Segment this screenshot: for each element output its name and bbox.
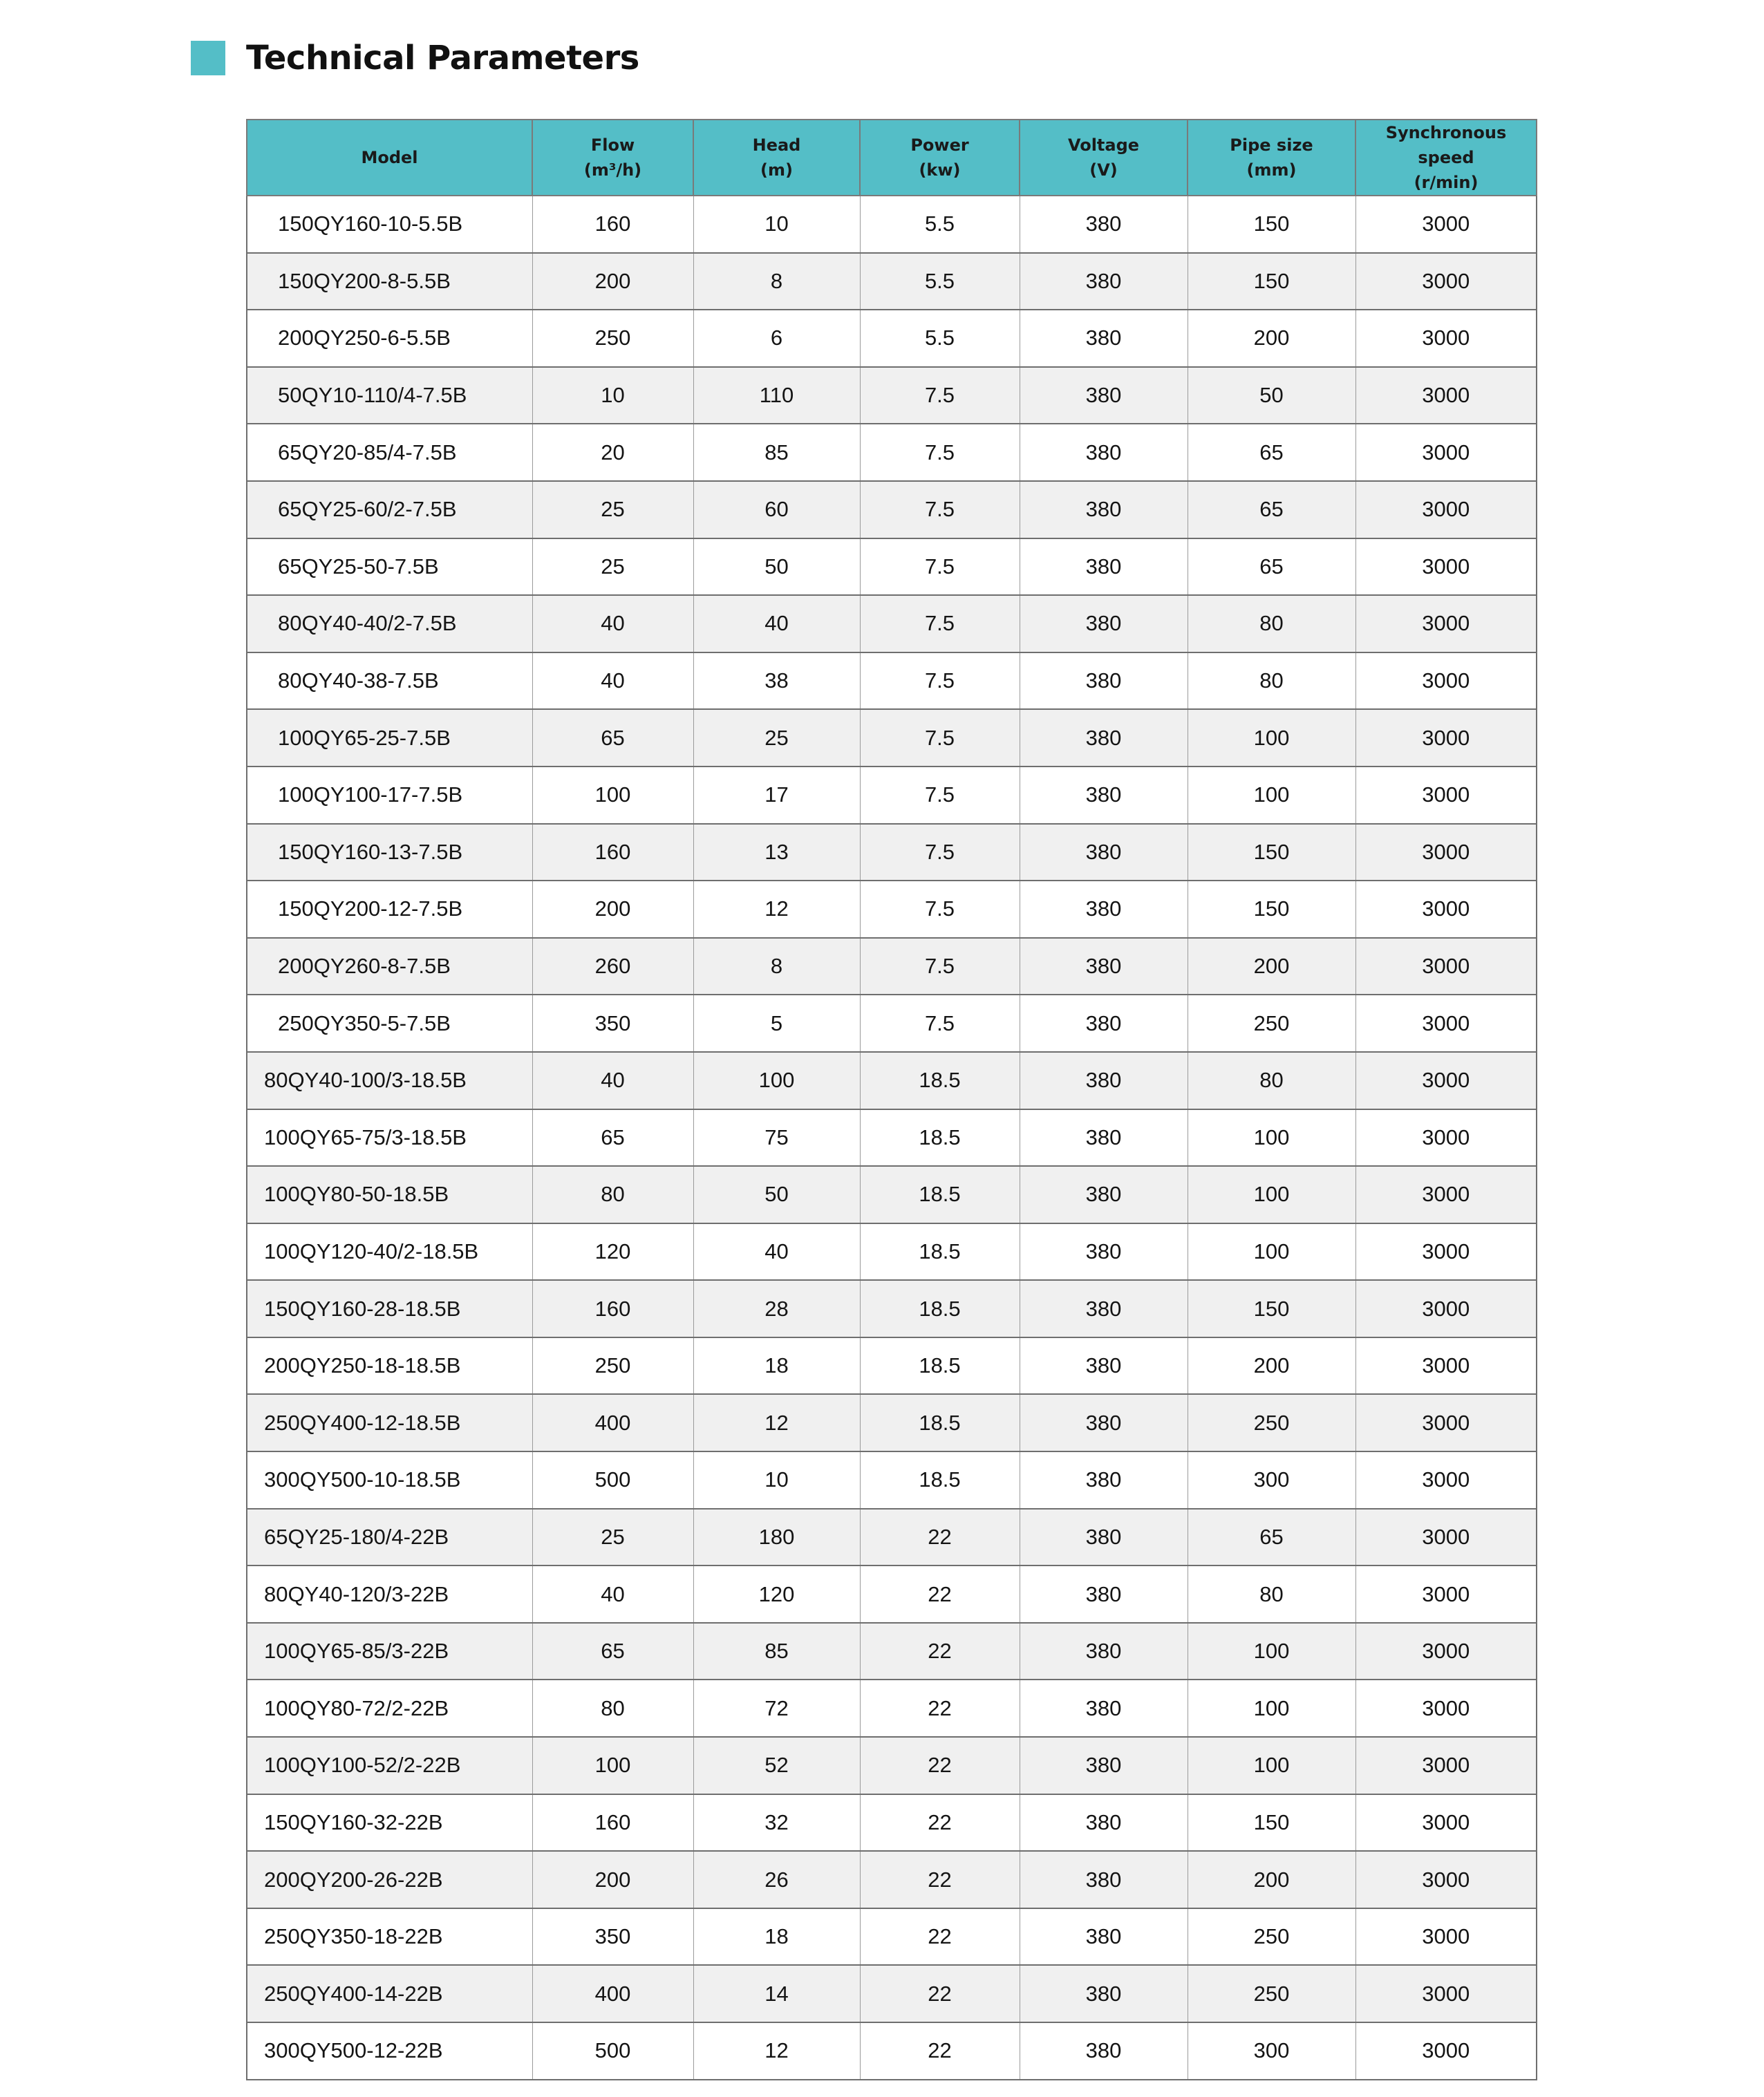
cell-voltage: 380 xyxy=(1020,1166,1188,1223)
cell-flow: 160 xyxy=(532,196,693,253)
cell-power: 22 xyxy=(860,1680,1020,1737)
cell-head: 40 xyxy=(693,595,860,652)
cell-pipe-size: 200 xyxy=(1188,310,1355,367)
table-row xyxy=(247,995,1537,1052)
cell-flow: 65 xyxy=(532,1109,693,1167)
cell-model: 100QY80-50-18.5B xyxy=(247,1166,532,1223)
table-row xyxy=(247,1451,1537,1509)
cell-synchronous-speed: 3000 xyxy=(1355,1223,1537,1281)
cell-pipe-size: 100 xyxy=(1188,1109,1355,1167)
cell-power: 22 xyxy=(860,1509,1020,1566)
table-row xyxy=(247,824,1537,881)
table-row xyxy=(247,196,1537,253)
cell-model: 150QY160-10-5.5B xyxy=(247,196,532,253)
table-row xyxy=(247,253,1537,310)
cell-power: 7.5 xyxy=(860,595,1020,652)
cell-pipe-size: 65 xyxy=(1188,481,1355,538)
cell-model: 200QY200-26-22B xyxy=(247,1851,532,1908)
cell-model: 150QY200-12-7.5B xyxy=(247,881,532,938)
cell-model: 80QY40-38-7.5B xyxy=(247,652,532,710)
cell-head: 12 xyxy=(693,1394,860,1451)
cell-pipe-size: 250 xyxy=(1188,1965,1355,2022)
table-row xyxy=(247,1337,1537,1395)
cell-power: 22 xyxy=(860,1565,1020,1623)
table-row xyxy=(247,1052,1537,1109)
cell-voltage: 380 xyxy=(1020,481,1188,538)
table-row xyxy=(247,1166,1537,1223)
cell-head: 10 xyxy=(693,196,860,253)
cell-model: 100QY120-40/2-18.5B xyxy=(247,1223,532,1281)
cell-pipe-size: 65 xyxy=(1188,424,1355,481)
cell-voltage: 380 xyxy=(1020,824,1188,881)
cell-pipe-size: 100 xyxy=(1188,1680,1355,1737)
cell-pipe-size: 65 xyxy=(1188,538,1355,596)
cell-synchronous-speed: 3000 xyxy=(1355,1680,1537,1737)
cell-power: 18.5 xyxy=(860,1052,1020,1109)
cell-power: 5.5 xyxy=(860,310,1020,367)
cell-power: 22 xyxy=(860,1965,1020,2022)
cell-power: 7.5 xyxy=(860,538,1020,596)
cell-flow: 260 xyxy=(532,938,693,995)
cell-pipe-size: 80 xyxy=(1188,1565,1355,1623)
cell-model: 65QY25-180/4-22B xyxy=(247,1509,532,1566)
cell-voltage: 380 xyxy=(1020,1394,1188,1451)
cell-pipe-size: 80 xyxy=(1188,1052,1355,1109)
cell-power: 7.5 xyxy=(860,938,1020,995)
cell-pipe-size: 150 xyxy=(1188,196,1355,253)
cell-voltage: 380 xyxy=(1020,652,1188,710)
cell-synchronous-speed: 3000 xyxy=(1355,253,1537,310)
cell-model: 200QY250-6-5.5B xyxy=(247,310,532,367)
cell-model: 65QY25-50-7.5B xyxy=(247,538,532,596)
table-row xyxy=(247,881,1537,938)
cell-voltage: 380 xyxy=(1020,881,1188,938)
cell-voltage: 380 xyxy=(1020,310,1188,367)
cell-power: 7.5 xyxy=(860,824,1020,881)
cell-model: 100QY100-17-7.5B xyxy=(247,767,532,824)
cell-power: 22 xyxy=(860,1737,1020,1794)
cell-model: 100QY80-72/2-22B xyxy=(247,1680,532,1737)
cell-voltage: 380 xyxy=(1020,253,1188,310)
table-row xyxy=(247,481,1537,538)
cell-synchronous-speed: 3000 xyxy=(1355,1794,1537,1852)
table-row xyxy=(247,1851,1537,1908)
cell-head: 8 xyxy=(693,938,860,995)
cell-voltage: 380 xyxy=(1020,1223,1188,1281)
cell-model: 200QY260-8-7.5B xyxy=(247,938,532,995)
table-row xyxy=(247,1394,1537,1451)
cell-head: 85 xyxy=(693,1623,860,1680)
cell-synchronous-speed: 3000 xyxy=(1355,2022,1537,2080)
cell-flow: 400 xyxy=(532,1394,693,1451)
cell-voltage: 380 xyxy=(1020,709,1188,767)
cell-head: 50 xyxy=(693,538,860,596)
cell-pipe-size: 100 xyxy=(1188,1166,1355,1223)
cell-flow: 160 xyxy=(532,1280,693,1337)
cell-voltage: 380 xyxy=(1020,595,1188,652)
cell-flow: 100 xyxy=(532,767,693,824)
cell-head: 72 xyxy=(693,1680,860,1737)
table-row xyxy=(247,1509,1537,1566)
cell-voltage: 380 xyxy=(1020,1109,1188,1167)
header-head: Head (m) xyxy=(693,120,860,196)
cell-head: 120 xyxy=(693,1565,860,1623)
cell-synchronous-speed: 3000 xyxy=(1355,1509,1537,1566)
cell-model: 65QY20-85/4-7.5B xyxy=(247,424,532,481)
cell-pipe-size: 250 xyxy=(1188,995,1355,1052)
table-row xyxy=(247,1794,1537,1852)
cell-head: 18 xyxy=(693,1337,860,1395)
cell-model: 100QY65-25-7.5B xyxy=(247,709,532,767)
cell-flow: 40 xyxy=(532,595,693,652)
cell-model: 250QY400-12-18.5B xyxy=(247,1394,532,1451)
cell-head: 38 xyxy=(693,652,860,710)
cell-synchronous-speed: 3000 xyxy=(1355,1394,1537,1451)
cell-flow: 10 xyxy=(532,367,693,424)
cell-power: 7.5 xyxy=(860,881,1020,938)
parameters-table-container xyxy=(246,119,1536,2080)
cell-flow: 100 xyxy=(532,1737,693,1794)
table-body xyxy=(247,196,1537,2080)
cell-power: 22 xyxy=(860,1851,1020,1908)
header-flow: Flow (m³/h) xyxy=(532,120,693,196)
cell-synchronous-speed: 3000 xyxy=(1355,1565,1537,1623)
cell-model: 50QY10-110/4-7.5B xyxy=(247,367,532,424)
cell-synchronous-speed: 3000 xyxy=(1355,424,1537,481)
cell-synchronous-speed: 3000 xyxy=(1355,938,1537,995)
cell-pipe-size: 300 xyxy=(1188,1451,1355,1509)
cell-synchronous-speed: 3000 xyxy=(1355,595,1537,652)
table-row xyxy=(247,1680,1537,1737)
cell-synchronous-speed: 3000 xyxy=(1355,767,1537,824)
cell-synchronous-speed: 3000 xyxy=(1355,1623,1537,1680)
cell-model: 250QY400-14-22B xyxy=(247,1965,532,2022)
cell-flow: 25 xyxy=(532,538,693,596)
cell-head: 60 xyxy=(693,481,860,538)
cell-head: 10 xyxy=(693,1451,860,1509)
cell-power: 22 xyxy=(860,2022,1020,2080)
cell-flow: 65 xyxy=(532,709,693,767)
cell-voltage: 380 xyxy=(1020,1965,1188,2022)
cell-synchronous-speed: 3000 xyxy=(1355,652,1537,710)
page-title: Technical Parameters xyxy=(246,39,639,77)
cell-synchronous-speed: 3000 xyxy=(1355,709,1537,767)
header-synchronous-speed: Synchronous speed (r/min) xyxy=(1355,120,1537,196)
cell-power: 7.5 xyxy=(860,367,1020,424)
cell-head: 8 xyxy=(693,253,860,310)
cell-head: 40 xyxy=(693,1223,860,1281)
table-row xyxy=(247,367,1537,424)
table-row xyxy=(247,2022,1537,2080)
table-row xyxy=(247,652,1537,710)
cell-head: 12 xyxy=(693,2022,860,2080)
cell-pipe-size: 200 xyxy=(1188,938,1355,995)
cell-voltage: 380 xyxy=(1020,1794,1188,1852)
cell-power: 18.5 xyxy=(860,1166,1020,1223)
cell-flow: 80 xyxy=(532,1680,693,1737)
cell-power: 7.5 xyxy=(860,424,1020,481)
cell-power: 7.5 xyxy=(860,709,1020,767)
cell-voltage: 380 xyxy=(1020,1509,1188,1566)
table-row xyxy=(247,1565,1537,1623)
cell-synchronous-speed: 3000 xyxy=(1355,1737,1537,1794)
cell-power: 7.5 xyxy=(860,767,1020,824)
header-voltage: Voltage (V) xyxy=(1020,120,1188,196)
cell-flow: 65 xyxy=(532,1623,693,1680)
cell-voltage: 380 xyxy=(1020,1565,1188,1623)
cell-power: 22 xyxy=(860,1794,1020,1852)
cell-synchronous-speed: 3000 xyxy=(1355,881,1537,938)
cell-voltage: 380 xyxy=(1020,367,1188,424)
cell-head: 17 xyxy=(693,767,860,824)
cell-flow: 200 xyxy=(532,1851,693,1908)
parameters-table xyxy=(246,119,1537,2080)
cell-pipe-size: 100 xyxy=(1188,1737,1355,1794)
cell-power: 5.5 xyxy=(860,196,1020,253)
table-row xyxy=(247,1223,1537,1281)
cell-head: 18 xyxy=(693,1908,860,1966)
cell-model: 80QY40-40/2-7.5B xyxy=(247,595,532,652)
cell-model: 300QY500-12-22B xyxy=(247,2022,532,2080)
table-row xyxy=(247,767,1537,824)
cell-pipe-size: 100 xyxy=(1188,767,1355,824)
cell-model: 100QY65-85/3-22B xyxy=(247,1623,532,1680)
cell-pipe-size: 100 xyxy=(1188,1223,1355,1281)
cell-power: 18.5 xyxy=(860,1451,1020,1509)
cell-flow: 350 xyxy=(532,995,693,1052)
cell-voltage: 380 xyxy=(1020,1337,1188,1395)
cell-pipe-size: 200 xyxy=(1188,1337,1355,1395)
table-row xyxy=(247,310,1537,367)
cell-flow: 160 xyxy=(532,824,693,881)
cell-model: 150QY160-28-18.5B xyxy=(247,1280,532,1337)
cell-pipe-size: 150 xyxy=(1188,1280,1355,1337)
cell-model: 150QY160-32-22B xyxy=(247,1794,532,1852)
cell-flow: 25 xyxy=(532,481,693,538)
cell-synchronous-speed: 3000 xyxy=(1355,824,1537,881)
table-row xyxy=(247,595,1537,652)
cell-head: 28 xyxy=(693,1280,860,1337)
cell-synchronous-speed: 3000 xyxy=(1355,481,1537,538)
table-row xyxy=(247,424,1537,481)
cell-model: 80QY40-100/3-18.5B xyxy=(247,1052,532,1109)
heading-square-icon xyxy=(191,41,225,75)
section-heading xyxy=(191,39,639,77)
cell-head: 26 xyxy=(693,1851,860,1908)
cell-voltage: 380 xyxy=(1020,938,1188,995)
cell-model: 100QY100-52/2-22B xyxy=(247,1737,532,1794)
cell-voltage: 380 xyxy=(1020,2022,1188,2080)
cell-model: 150QY160-13-7.5B xyxy=(247,824,532,881)
cell-flow: 160 xyxy=(532,1794,693,1852)
cell-flow: 350 xyxy=(532,1908,693,1966)
cell-power: 22 xyxy=(860,1623,1020,1680)
cell-head: 85 xyxy=(693,424,860,481)
cell-voltage: 380 xyxy=(1020,196,1188,253)
cell-flow: 120 xyxy=(532,1223,693,1281)
table-header-row xyxy=(247,120,1537,196)
cell-flow: 40 xyxy=(532,1052,693,1109)
cell-head: 75 xyxy=(693,1109,860,1167)
cell-flow: 200 xyxy=(532,253,693,310)
cell-power: 7.5 xyxy=(860,481,1020,538)
cell-synchronous-speed: 3000 xyxy=(1355,1851,1537,1908)
cell-pipe-size: 150 xyxy=(1188,824,1355,881)
cell-head: 50 xyxy=(693,1166,860,1223)
cell-power: 22 xyxy=(860,1908,1020,1966)
cell-flow: 80 xyxy=(532,1166,693,1223)
cell-flow: 20 xyxy=(532,424,693,481)
table-row xyxy=(247,1737,1537,1794)
cell-model: 300QY500-10-18.5B xyxy=(247,1451,532,1509)
table-row xyxy=(247,1908,1537,1966)
cell-pipe-size: 200 xyxy=(1188,1851,1355,1908)
cell-model: 100QY65-75/3-18.5B xyxy=(247,1109,532,1167)
cell-voltage: 380 xyxy=(1020,1737,1188,1794)
table-row xyxy=(247,1623,1537,1680)
cell-pipe-size: 80 xyxy=(1188,652,1355,710)
cell-voltage: 380 xyxy=(1020,1680,1188,1737)
cell-head: 32 xyxy=(693,1794,860,1852)
cell-head: 14 xyxy=(693,1965,860,2022)
cell-power: 5.5 xyxy=(860,253,1020,310)
cell-synchronous-speed: 3000 xyxy=(1355,367,1537,424)
cell-voltage: 380 xyxy=(1020,767,1188,824)
cell-synchronous-speed: 3000 xyxy=(1355,1052,1537,1109)
cell-synchronous-speed: 3000 xyxy=(1355,196,1537,253)
cell-synchronous-speed: 3000 xyxy=(1355,1280,1537,1337)
cell-voltage: 380 xyxy=(1020,1280,1188,1337)
cell-synchronous-speed: 3000 xyxy=(1355,1965,1537,2022)
cell-synchronous-speed: 3000 xyxy=(1355,1451,1537,1509)
cell-power: 7.5 xyxy=(860,995,1020,1052)
cell-pipe-size: 50 xyxy=(1188,367,1355,424)
cell-voltage: 380 xyxy=(1020,1851,1188,1908)
table-row xyxy=(247,709,1537,767)
cell-voltage: 380 xyxy=(1020,1052,1188,1109)
cell-voltage: 380 xyxy=(1020,995,1188,1052)
cell-power: 7.5 xyxy=(860,652,1020,710)
cell-head: 110 xyxy=(693,367,860,424)
cell-model: 250QY350-5-7.5B xyxy=(247,995,532,1052)
cell-synchronous-speed: 3000 xyxy=(1355,1166,1537,1223)
table-row xyxy=(247,938,1537,995)
cell-power: 18.5 xyxy=(860,1109,1020,1167)
cell-model: 150QY200-8-5.5B xyxy=(247,253,532,310)
cell-model: 250QY350-18-22B xyxy=(247,1908,532,1966)
cell-model: 200QY250-18-18.5B xyxy=(247,1337,532,1395)
cell-flow: 25 xyxy=(532,1509,693,1566)
cell-flow: 200 xyxy=(532,881,693,938)
cell-voltage: 380 xyxy=(1020,424,1188,481)
cell-flow: 400 xyxy=(532,1965,693,2022)
table-row xyxy=(247,1109,1537,1167)
cell-power: 18.5 xyxy=(860,1280,1020,1337)
cell-pipe-size: 65 xyxy=(1188,1509,1355,1566)
cell-power: 18.5 xyxy=(860,1223,1020,1281)
cell-head: 12 xyxy=(693,881,860,938)
cell-voltage: 380 xyxy=(1020,1623,1188,1680)
cell-flow: 40 xyxy=(532,652,693,710)
header-pipe-size: Pipe size (mm) xyxy=(1188,120,1355,196)
cell-pipe-size: 250 xyxy=(1188,1908,1355,1966)
cell-pipe-size: 250 xyxy=(1188,1394,1355,1451)
cell-synchronous-speed: 3000 xyxy=(1355,1908,1537,1966)
cell-pipe-size: 100 xyxy=(1188,1623,1355,1680)
cell-voltage: 380 xyxy=(1020,1908,1188,1966)
cell-synchronous-speed: 3000 xyxy=(1355,995,1537,1052)
header-power: Power (kw) xyxy=(860,120,1020,196)
cell-head: 13 xyxy=(693,824,860,881)
table-row xyxy=(247,1280,1537,1337)
cell-synchronous-speed: 3000 xyxy=(1355,1337,1537,1395)
cell-power: 18.5 xyxy=(860,1394,1020,1451)
cell-pipe-size: 150 xyxy=(1188,1794,1355,1852)
cell-model: 80QY40-120/3-22B xyxy=(247,1565,532,1623)
cell-pipe-size: 150 xyxy=(1188,881,1355,938)
cell-synchronous-speed: 3000 xyxy=(1355,538,1537,596)
cell-flow: 500 xyxy=(532,2022,693,2080)
cell-flow: 500 xyxy=(532,1451,693,1509)
cell-head: 6 xyxy=(693,310,860,367)
cell-head: 25 xyxy=(693,709,860,767)
cell-power: 18.5 xyxy=(860,1337,1020,1395)
cell-voltage: 380 xyxy=(1020,538,1188,596)
cell-flow: 250 xyxy=(532,1337,693,1395)
cell-pipe-size: 100 xyxy=(1188,709,1355,767)
cell-flow: 40 xyxy=(532,1565,693,1623)
cell-model: 65QY25-60/2-7.5B xyxy=(247,481,532,538)
cell-synchronous-speed: 3000 xyxy=(1355,310,1537,367)
table-row xyxy=(247,1965,1537,2022)
cell-head: 180 xyxy=(693,1509,860,1566)
cell-head: 100 xyxy=(693,1052,860,1109)
header-model: Model xyxy=(247,120,532,196)
cell-pipe-size: 80 xyxy=(1188,595,1355,652)
cell-voltage: 380 xyxy=(1020,1451,1188,1509)
table-row xyxy=(247,538,1537,596)
cell-pipe-size: 300 xyxy=(1188,2022,1355,2080)
cell-synchronous-speed: 3000 xyxy=(1355,1109,1537,1167)
cell-head: 52 xyxy=(693,1737,860,1794)
cell-flow: 250 xyxy=(532,310,693,367)
cell-head: 5 xyxy=(693,995,860,1052)
cell-pipe-size: 150 xyxy=(1188,253,1355,310)
